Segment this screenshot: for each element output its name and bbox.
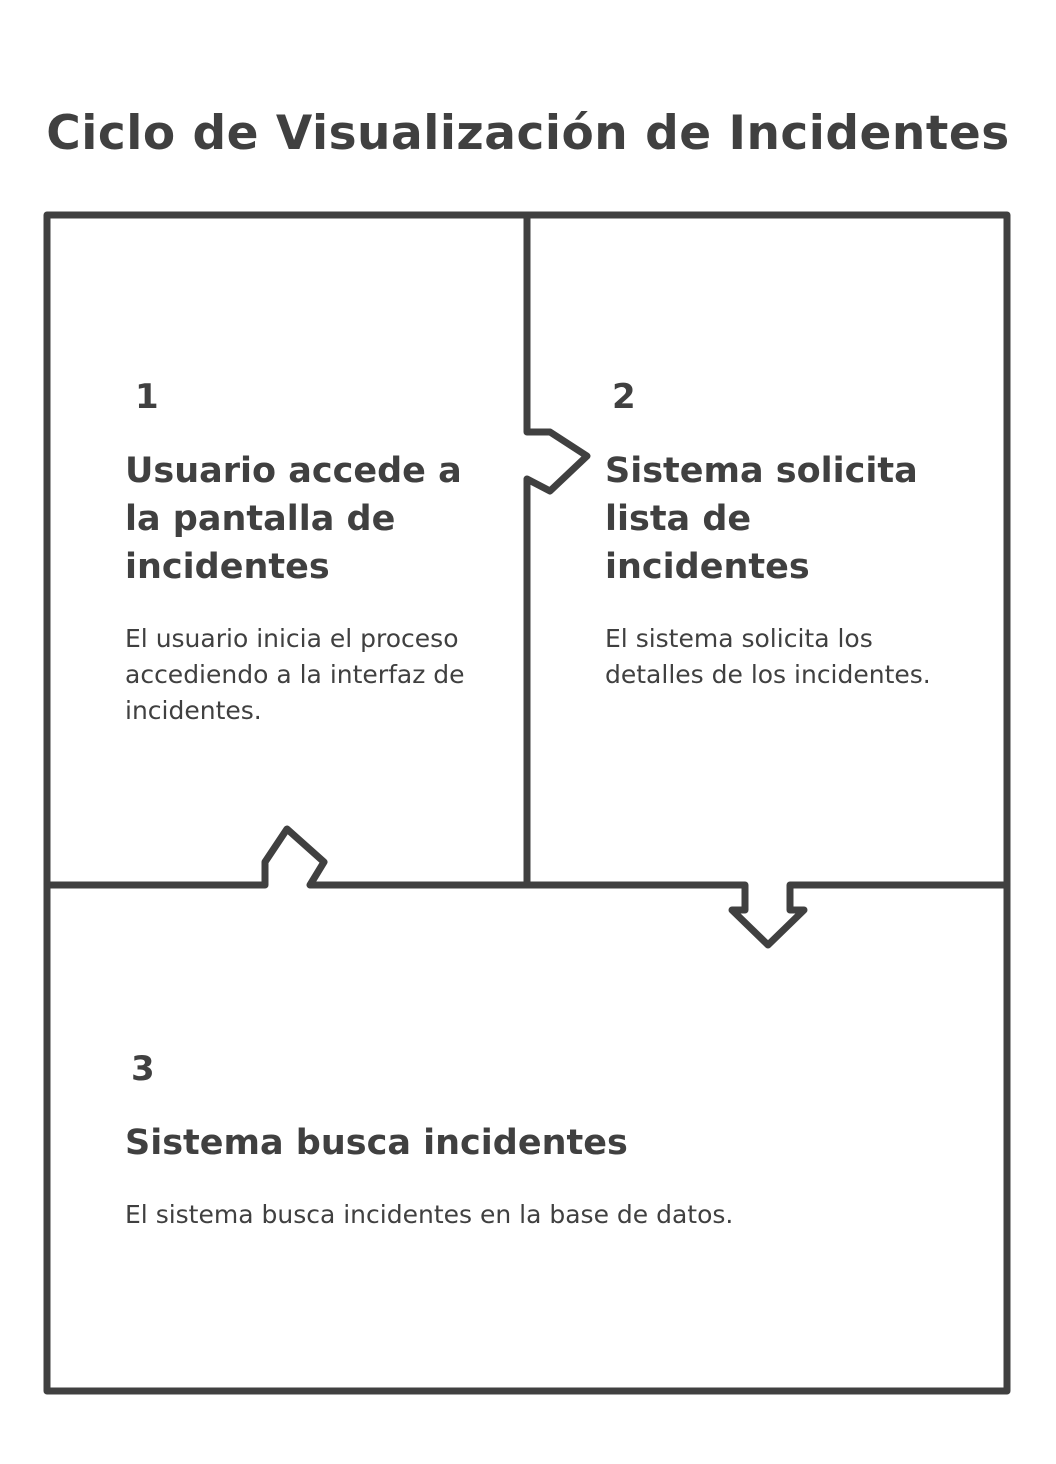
arrow-step3-to-step1 [47, 829, 527, 885]
step-3-panel [125, 1049, 925, 1233]
step-2-panel [605, 377, 945, 693]
arrow-step2-to-step3 [527, 885, 1007, 945]
arrow-step1-to-step2 [527, 215, 587, 885]
step-number: 3 [131, 1049, 155, 1089]
step-heading: Usuario accede a la pantalla de incidentes [125, 451, 462, 587]
step-heading: Sistema solicita lista de incidentes [605, 451, 918, 587]
step-description: El sistema solicita los detalles de los incidentes. [605, 624, 931, 689]
step-number: 1 [135, 377, 159, 417]
step-1-panel [125, 377, 495, 729]
step-description: El usuario inicia el proceso accediendo a la interfaz de incidentes. [125, 624, 465, 725]
step-heading: Sistema busca incidentes [125, 1123, 628, 1163]
diagram-title: Ciclo de Visualización de Incidentes [46, 106, 1010, 161]
step-description: El sistema busca incidentes en la base de datos. [125, 1200, 734, 1229]
step-number: 2 [612, 377, 636, 417]
